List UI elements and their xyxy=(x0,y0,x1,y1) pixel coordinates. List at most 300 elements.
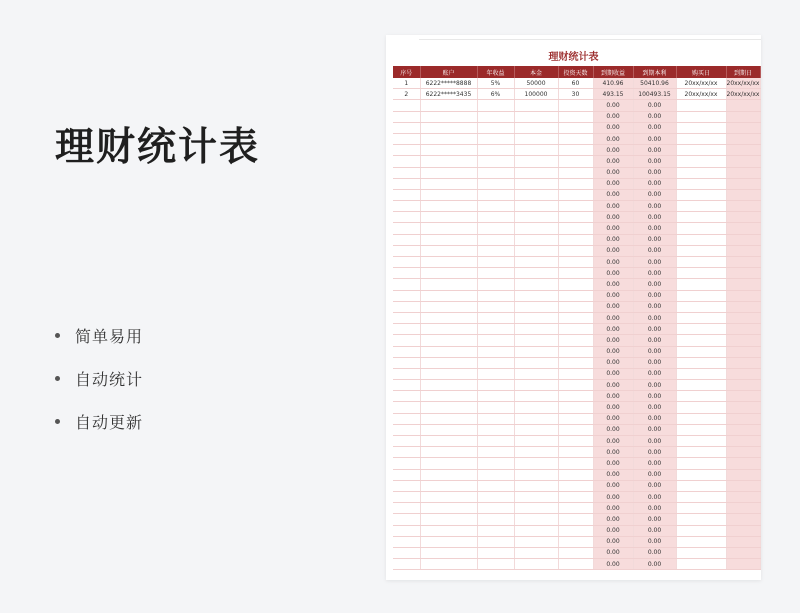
table-cell[interactable] xyxy=(477,156,514,167)
table-cell[interactable] xyxy=(514,514,558,525)
table-cell[interactable]: 0.00 xyxy=(633,559,676,570)
table-cell[interactable] xyxy=(558,324,593,335)
table-cell[interactable]: 0.00 xyxy=(593,503,633,514)
table-cell[interactable] xyxy=(558,335,593,346)
table-cell[interactable] xyxy=(726,189,760,200)
table-cell[interactable]: 0.00 xyxy=(633,547,676,558)
table-cell[interactable] xyxy=(558,514,593,525)
table-cell[interactable] xyxy=(393,122,420,133)
table-cell[interactable] xyxy=(726,279,760,290)
table-cell[interactable] xyxy=(558,436,593,447)
table-cell[interactable] xyxy=(676,301,726,312)
table-cell[interactable]: 0.00 xyxy=(633,111,676,122)
table-cell[interactable] xyxy=(477,223,514,234)
table-cell[interactable]: 50410.96 xyxy=(633,78,676,89)
table-cell[interactable] xyxy=(420,122,477,133)
table-cell[interactable]: 6% xyxy=(477,89,514,100)
table-cell[interactable]: 0.00 xyxy=(633,413,676,424)
table-cell[interactable] xyxy=(393,380,420,391)
table-cell[interactable] xyxy=(676,268,726,279)
table-cell[interactable] xyxy=(726,491,760,502)
table-cell[interactable] xyxy=(726,447,760,458)
table-cell[interactable]: 0.00 xyxy=(633,447,676,458)
table-cell[interactable] xyxy=(726,301,760,312)
table-cell[interactable] xyxy=(726,167,760,178)
table-cell[interactable] xyxy=(676,312,726,323)
table-cell[interactable] xyxy=(676,156,726,167)
table-cell[interactable] xyxy=(420,491,477,502)
table-cell[interactable] xyxy=(558,290,593,301)
table-cell[interactable] xyxy=(514,312,558,323)
table-cell[interactable]: 6222*****8888 xyxy=(420,78,477,89)
table-cell[interactable]: 0.00 xyxy=(633,301,676,312)
table-cell[interactable]: 0.00 xyxy=(633,257,676,268)
table-cell[interactable] xyxy=(420,301,477,312)
table-cell[interactable] xyxy=(477,335,514,346)
table-cell[interactable] xyxy=(477,312,514,323)
table-cell[interactable] xyxy=(514,234,558,245)
table-cell[interactable] xyxy=(393,536,420,547)
table-cell[interactable]: 6222*****3435 xyxy=(420,89,477,100)
table-cell[interactable] xyxy=(558,312,593,323)
table-cell[interactable] xyxy=(676,391,726,402)
table-cell[interactable]: 100000 xyxy=(514,89,558,100)
table-cell[interactable]: 2 xyxy=(393,89,420,100)
table-cell[interactable] xyxy=(420,133,477,144)
table-cell[interactable] xyxy=(558,503,593,514)
table-cell[interactable] xyxy=(514,436,558,447)
table-cell[interactable]: 0.00 xyxy=(633,536,676,547)
table-cell[interactable]: 20xx/xx/xx xyxy=(676,89,726,100)
table-cell[interactable] xyxy=(477,368,514,379)
table-cell[interactable] xyxy=(477,167,514,178)
table-cell[interactable] xyxy=(477,122,514,133)
table-cell[interactable]: 0.00 xyxy=(633,212,676,223)
table-cell[interactable] xyxy=(558,547,593,558)
table-cell[interactable] xyxy=(393,469,420,480)
table-cell[interactable] xyxy=(393,279,420,290)
table-cell[interactable] xyxy=(393,547,420,558)
table-cell[interactable] xyxy=(393,525,420,536)
table-cell[interactable] xyxy=(514,424,558,435)
table-cell[interactable] xyxy=(393,436,420,447)
table-cell[interactable] xyxy=(477,346,514,357)
table-cell[interactable] xyxy=(514,480,558,491)
table-cell[interactable] xyxy=(514,368,558,379)
table-cell[interactable] xyxy=(676,469,726,480)
table-cell[interactable] xyxy=(514,156,558,167)
table-cell[interactable]: 30 xyxy=(558,89,593,100)
table-cell[interactable]: 0.00 xyxy=(593,290,633,301)
table-cell[interactable] xyxy=(558,480,593,491)
table-cell[interactable]: 0.00 xyxy=(593,100,633,111)
table-cell[interactable] xyxy=(393,111,420,122)
table-cell[interactable] xyxy=(676,525,726,536)
table-cell[interactable] xyxy=(726,223,760,234)
table-cell[interactable]: 0.00 xyxy=(593,413,633,424)
table-cell[interactable]: 0.00 xyxy=(633,491,676,502)
table-cell[interactable] xyxy=(393,257,420,268)
table-cell[interactable] xyxy=(420,391,477,402)
table-cell[interactable]: 20xx/xx/xx xyxy=(676,78,726,89)
table-cell[interactable] xyxy=(676,424,726,435)
table-cell[interactable] xyxy=(420,178,477,189)
table-cell[interactable]: 0.00 xyxy=(593,458,633,469)
table-cell[interactable] xyxy=(420,245,477,256)
table-cell[interactable] xyxy=(477,324,514,335)
table-cell[interactable]: 20xx/xx/xx xyxy=(726,89,760,100)
table-cell[interactable] xyxy=(726,133,760,144)
table-cell[interactable] xyxy=(676,167,726,178)
table-cell[interactable] xyxy=(514,503,558,514)
table-cell[interactable] xyxy=(477,290,514,301)
table-cell[interactable] xyxy=(726,480,760,491)
table-cell[interactable] xyxy=(558,212,593,223)
table-cell[interactable] xyxy=(514,346,558,357)
table-cell[interactable]: 0.00 xyxy=(593,514,633,525)
table-cell[interactable]: 0.00 xyxy=(633,525,676,536)
table-cell[interactable] xyxy=(477,559,514,570)
table-cell[interactable]: 0.00 xyxy=(593,368,633,379)
table-cell[interactable]: 0.00 xyxy=(593,301,633,312)
table-cell[interactable] xyxy=(420,111,477,122)
table-cell[interactable]: 60 xyxy=(558,78,593,89)
table-cell[interactable] xyxy=(676,257,726,268)
table-cell[interactable] xyxy=(477,357,514,368)
table-cell[interactable] xyxy=(558,357,593,368)
table-cell[interactable]: 0.00 xyxy=(633,122,676,133)
table-cell[interactable] xyxy=(558,145,593,156)
table-cell[interactable] xyxy=(676,324,726,335)
table-cell[interactable] xyxy=(726,234,760,245)
table-cell[interactable] xyxy=(676,133,726,144)
table-cell[interactable] xyxy=(676,380,726,391)
table-cell[interactable] xyxy=(558,536,593,547)
table-cell[interactable] xyxy=(558,279,593,290)
table-cell[interactable]: 0.00 xyxy=(593,189,633,200)
table-cell[interactable]: 0.00 xyxy=(633,402,676,413)
table-cell[interactable] xyxy=(420,257,477,268)
table-cell[interactable] xyxy=(726,402,760,413)
table-cell[interactable] xyxy=(726,346,760,357)
table-cell[interactable] xyxy=(477,514,514,525)
table-cell[interactable]: 0.00 xyxy=(593,469,633,480)
table-cell[interactable]: 0.00 xyxy=(633,279,676,290)
table-cell[interactable] xyxy=(477,201,514,212)
table-cell[interactable] xyxy=(393,391,420,402)
table-cell[interactable] xyxy=(393,424,420,435)
table-cell[interactable] xyxy=(514,122,558,133)
table-cell[interactable]: 0.00 xyxy=(633,480,676,491)
table-cell[interactable] xyxy=(477,413,514,424)
table-cell[interactable] xyxy=(726,458,760,469)
table-cell[interactable] xyxy=(514,324,558,335)
table-cell[interactable] xyxy=(420,458,477,469)
table-cell[interactable] xyxy=(676,368,726,379)
table-cell[interactable]: 0.00 xyxy=(593,268,633,279)
table-cell[interactable] xyxy=(558,245,593,256)
table-cell[interactable]: 0.00 xyxy=(593,480,633,491)
table-cell[interactable] xyxy=(393,301,420,312)
table-cell[interactable] xyxy=(514,301,558,312)
table-cell[interactable] xyxy=(477,245,514,256)
table-cell[interactable]: 20xx/xx/xx xyxy=(726,78,760,89)
table-cell[interactable] xyxy=(420,469,477,480)
table-cell[interactable] xyxy=(676,335,726,346)
table-cell[interactable] xyxy=(726,324,760,335)
table-cell[interactable] xyxy=(393,447,420,458)
table-cell[interactable]: 0.00 xyxy=(633,346,676,357)
table-cell[interactable] xyxy=(676,491,726,502)
table-cell[interactable] xyxy=(514,268,558,279)
table-cell[interactable]: 0.00 xyxy=(593,402,633,413)
table-cell[interactable] xyxy=(477,380,514,391)
table-cell[interactable]: 0.00 xyxy=(633,234,676,245)
table-cell[interactable] xyxy=(477,536,514,547)
table-cell[interactable] xyxy=(420,100,477,111)
table-cell[interactable]: 0.00 xyxy=(593,491,633,502)
table-cell[interactable] xyxy=(558,167,593,178)
table-cell[interactable] xyxy=(726,312,760,323)
table-cell[interactable]: 0.00 xyxy=(633,290,676,301)
table-cell[interactable] xyxy=(420,279,477,290)
table-cell[interactable]: 100493.15 xyxy=(633,89,676,100)
table-cell[interactable]: 0.00 xyxy=(593,357,633,368)
table-cell[interactable] xyxy=(393,201,420,212)
table-cell[interactable] xyxy=(558,257,593,268)
table-cell[interactable] xyxy=(393,223,420,234)
table-cell[interactable] xyxy=(420,346,477,357)
table-cell[interactable] xyxy=(726,514,760,525)
table-cell[interactable] xyxy=(514,245,558,256)
table-cell[interactable] xyxy=(514,525,558,536)
table-cell[interactable] xyxy=(726,436,760,447)
table-cell[interactable] xyxy=(676,514,726,525)
table-cell[interactable]: 0.00 xyxy=(633,167,676,178)
table-cell[interactable]: 0.00 xyxy=(633,268,676,279)
table-cell[interactable]: 0.00 xyxy=(593,536,633,547)
table-cell[interactable]: 0.00 xyxy=(593,212,633,223)
table-cell[interactable] xyxy=(558,223,593,234)
table-cell[interactable] xyxy=(726,100,760,111)
table-cell[interactable] xyxy=(393,480,420,491)
table-cell[interactable] xyxy=(676,111,726,122)
table-cell[interactable] xyxy=(477,424,514,435)
table-cell[interactable] xyxy=(477,436,514,447)
table-cell[interactable] xyxy=(676,536,726,547)
table-cell[interactable] xyxy=(558,368,593,379)
table-cell[interactable] xyxy=(477,279,514,290)
table-cell[interactable]: 0.00 xyxy=(633,335,676,346)
table-cell[interactable]: 0.00 xyxy=(593,547,633,558)
table-cell[interactable] xyxy=(726,357,760,368)
table-cell[interactable] xyxy=(676,503,726,514)
table-cell[interactable] xyxy=(558,100,593,111)
table-cell[interactable] xyxy=(558,458,593,469)
table-cell[interactable] xyxy=(514,447,558,458)
table-cell[interactable] xyxy=(558,178,593,189)
table-cell[interactable] xyxy=(514,201,558,212)
table-cell[interactable] xyxy=(726,413,760,424)
table-cell[interactable] xyxy=(726,145,760,156)
table-cell[interactable] xyxy=(477,391,514,402)
table-cell[interactable]: 0.00 xyxy=(593,223,633,234)
table-cell[interactable] xyxy=(726,536,760,547)
table-cell[interactable] xyxy=(477,491,514,502)
table-cell[interactable] xyxy=(514,100,558,111)
table-cell[interactable] xyxy=(393,357,420,368)
table-cell[interactable] xyxy=(514,178,558,189)
table-cell[interactable] xyxy=(393,402,420,413)
table-cell[interactable] xyxy=(420,525,477,536)
table-cell[interactable]: 0.00 xyxy=(593,559,633,570)
table-cell[interactable] xyxy=(676,145,726,156)
table-cell[interactable] xyxy=(420,335,477,346)
table-cell[interactable] xyxy=(420,514,477,525)
table-cell[interactable] xyxy=(558,491,593,502)
table-cell[interactable] xyxy=(726,178,760,189)
table-cell[interactable] xyxy=(676,100,726,111)
table-cell[interactable]: 0.00 xyxy=(633,223,676,234)
table-cell[interactable] xyxy=(514,559,558,570)
table-cell[interactable] xyxy=(420,436,477,447)
table-cell[interactable]: 0.00 xyxy=(593,525,633,536)
table-cell[interactable] xyxy=(676,480,726,491)
table-cell[interactable] xyxy=(676,201,726,212)
table-cell[interactable] xyxy=(726,335,760,346)
table-cell[interactable]: 410.96 xyxy=(593,78,633,89)
table-cell[interactable] xyxy=(514,290,558,301)
table-cell[interactable] xyxy=(676,458,726,469)
table-cell[interactable]: 0.00 xyxy=(593,324,633,335)
table-cell[interactable] xyxy=(393,234,420,245)
table-cell[interactable] xyxy=(558,301,593,312)
table-cell[interactable] xyxy=(420,480,477,491)
table-cell[interactable] xyxy=(477,547,514,558)
table-cell[interactable] xyxy=(726,424,760,435)
table-cell[interactable] xyxy=(420,357,477,368)
table-cell[interactable] xyxy=(477,212,514,223)
table-cell[interactable]: 0.00 xyxy=(593,391,633,402)
table-cell[interactable] xyxy=(514,111,558,122)
table-cell[interactable] xyxy=(558,133,593,144)
table-cell[interactable]: 0.00 xyxy=(593,312,633,323)
table-cell[interactable]: 0.00 xyxy=(633,380,676,391)
table-cell[interactable] xyxy=(514,279,558,290)
table-cell[interactable] xyxy=(558,201,593,212)
table-cell[interactable] xyxy=(477,178,514,189)
table-cell[interactable] xyxy=(393,178,420,189)
table-cell[interactable] xyxy=(477,458,514,469)
table-cell[interactable] xyxy=(420,536,477,547)
table-cell[interactable] xyxy=(514,167,558,178)
table-cell[interactable] xyxy=(726,380,760,391)
table-cell[interactable] xyxy=(726,156,760,167)
table-cell[interactable] xyxy=(676,178,726,189)
table-cell[interactable] xyxy=(558,559,593,570)
table-cell[interactable]: 0.00 xyxy=(633,245,676,256)
table-cell[interactable] xyxy=(558,413,593,424)
table-cell[interactable] xyxy=(477,189,514,200)
table-cell[interactable] xyxy=(676,234,726,245)
table-cell[interactable] xyxy=(726,212,760,223)
table-cell[interactable] xyxy=(558,111,593,122)
table-cell[interactable]: 0.00 xyxy=(593,111,633,122)
table-cell[interactable] xyxy=(393,290,420,301)
table-cell[interactable] xyxy=(393,458,420,469)
table-cell[interactable] xyxy=(514,212,558,223)
table-cell[interactable] xyxy=(477,469,514,480)
table-cell[interactable]: 0.00 xyxy=(593,178,633,189)
table-cell[interactable] xyxy=(558,380,593,391)
table-cell[interactable] xyxy=(393,335,420,346)
table-cell[interactable]: 0.00 xyxy=(593,380,633,391)
table-cell[interactable]: 0.00 xyxy=(633,391,676,402)
table-cell[interactable]: 0.00 xyxy=(633,368,676,379)
table-cell[interactable] xyxy=(676,189,726,200)
table-cell[interactable]: 0.00 xyxy=(593,279,633,290)
table-cell[interactable] xyxy=(676,547,726,558)
table-cell[interactable] xyxy=(676,436,726,447)
table-cell[interactable] xyxy=(676,122,726,133)
table-cell[interactable] xyxy=(558,234,593,245)
table-cell[interactable]: 0.00 xyxy=(633,424,676,435)
table-cell[interactable] xyxy=(393,100,420,111)
table-cell[interactable]: 0.00 xyxy=(633,178,676,189)
table-cell[interactable] xyxy=(477,447,514,458)
table-cell[interactable] xyxy=(393,324,420,335)
table-cell[interactable] xyxy=(514,257,558,268)
table-cell[interactable] xyxy=(726,525,760,536)
table-cell[interactable] xyxy=(393,156,420,167)
table-cell[interactable] xyxy=(477,268,514,279)
table-cell[interactable] xyxy=(514,189,558,200)
table-cell[interactable]: 0.00 xyxy=(593,436,633,447)
table-cell[interactable] xyxy=(393,189,420,200)
table-cell[interactable] xyxy=(477,525,514,536)
table-cell[interactable] xyxy=(477,257,514,268)
table-cell[interactable]: 0.00 xyxy=(593,133,633,144)
table-cell[interactable] xyxy=(477,301,514,312)
table-cell[interactable] xyxy=(420,413,477,424)
table-cell[interactable] xyxy=(393,312,420,323)
table-cell[interactable] xyxy=(420,324,477,335)
table-cell[interactable] xyxy=(514,223,558,234)
table-cell[interactable] xyxy=(514,402,558,413)
table-cell[interactable]: 0.00 xyxy=(593,447,633,458)
table-cell[interactable] xyxy=(393,245,420,256)
table-cell[interactable] xyxy=(558,346,593,357)
table-cell[interactable] xyxy=(420,312,477,323)
table-cell[interactable] xyxy=(676,223,726,234)
table-cell[interactable] xyxy=(477,145,514,156)
table-cell[interactable] xyxy=(514,547,558,558)
table-cell[interactable] xyxy=(676,413,726,424)
table-cell[interactable] xyxy=(420,547,477,558)
table-cell[interactable]: 0.00 xyxy=(633,458,676,469)
table-cell[interactable]: 0.00 xyxy=(593,145,633,156)
table-cell[interactable] xyxy=(726,368,760,379)
table-cell[interactable] xyxy=(676,290,726,301)
table-cell[interactable] xyxy=(514,380,558,391)
table-cell[interactable]: 0.00 xyxy=(593,122,633,133)
table-cell[interactable] xyxy=(726,391,760,402)
table-cell[interactable] xyxy=(558,469,593,480)
table-cell[interactable] xyxy=(726,201,760,212)
table-cell[interactable] xyxy=(477,100,514,111)
table-cell[interactable] xyxy=(726,245,760,256)
table-cell[interactable]: 0.00 xyxy=(593,234,633,245)
